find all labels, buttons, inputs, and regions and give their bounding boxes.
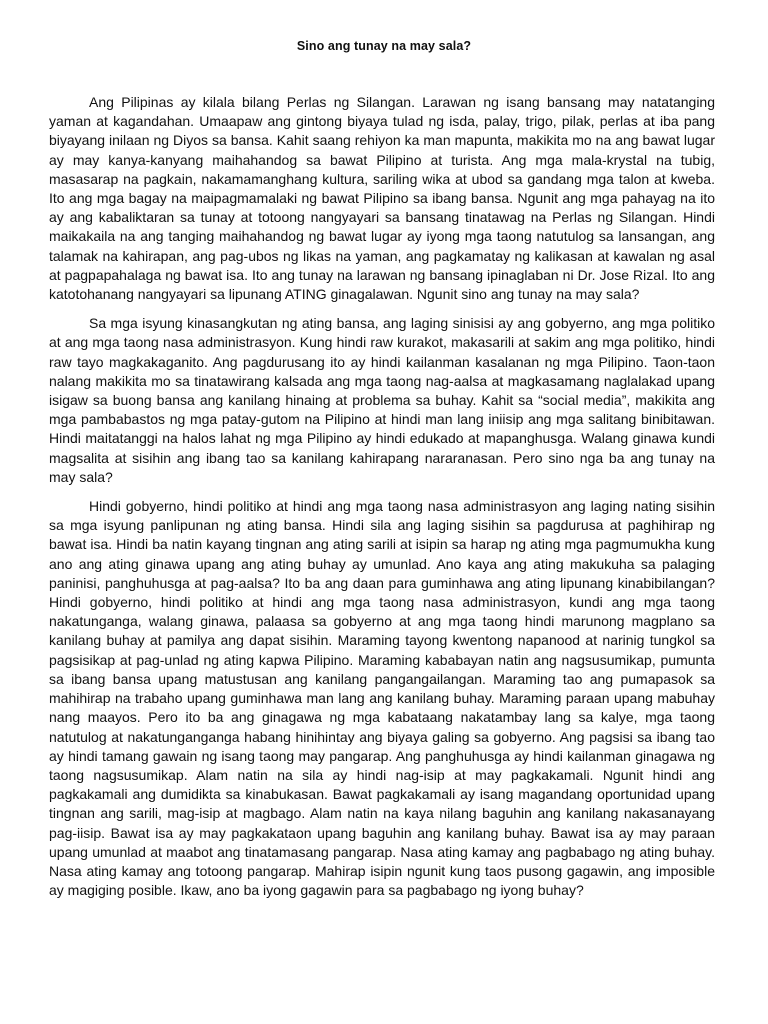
paragraph-1: Ang Pilipinas ay kilala bilang Perlas ng Silangan. Larawan ng isang bansang may natatanging yaman at kagandahan. Umaapaw ang gintong biyaya tulad ng isda, palay, trigo, pilak, perlas at iba pang biyayang inilaan ng Diyos sa bansa. Kahit saang rehiyon ka man mapunta, makikita mo na ang bawat lugar ay may kanya-kanyang maihahandog sa bawat Pilipino at turista. Ang mga mala-krystal na tubig, masasarap na pagkain, nakamamanghang kultura, sariling wika at ubod sa gandang mga talon at kweba. Ito ang mga bagay na maipagmamalaki ng bawat Pilipino sa ibang bansa. Ngunit ang mga pahayag na ito ay ang kabaliktaran sa tunay at totoong nangyayari sa bansang tinatawag na Perlas ng Silangan. Hindi maikakaila na ang tanging maihahandog ng bawat lugar ay iyong mga taong natutulog sa lansangan, ang talamak na kahirapan, ang pag-ubos ng likas na yaman, ang pagkamatay ng kalikasan at kawalan ng asal at pagpapahalaga ng bawat isa. Ito ang tunay na larawan ng bansang ipinaglaban ni Dr. Jose Rizal. Ito ang katotohanang nangyayari sa lipunang ATING ginagalawan. Ngunit sino ang tunay na may sala? [49,94,715,303]
document-title: Sino ang tunay na may sala? [296,39,472,53]
paragraph-2: Sa mga isyung kinasangkutan ng ating bansa, ang laging sinisisi ay ang gobyerno, ang mga politiko at ang mga taong nasa administrasyon. Kung hindi raw kurakot, makasarili at sakim ang mga politiko, hindi raw tayo magkakaganito. Ang pagdurusang ito ay hindi kailanman kasalanan ng mga Pilipino. Taon-taon nalang makikita mo sa tinatawirang kalsada ang mga taong nag-aalsa at magkasamang naglalakad upang isigaw sa buong bansa ang kanilang hinaing at problema sa buhay. Kahit sa “social media”, makikita ang mga pambabastos ng mga patay-gutom na Pilipino at hindi man lang iniisip ang mga salitang binibitawan. Hindi maitatanggi na halos lahat ng mga Pilipino ay hindi edukado at mapanghusga. Walang ginawa kundi magsalita at sisihin ang ibang tao sa kanilang kahirapang nararanasan. Pero sino nga ba ang tunay na may sala? [49,315,715,485]
paragraph-3: Hindi gobyerno, hindi politiko at hindi ang mga taong nasa administrasyon ang laging nating sisihin sa mga isyung panlipunan ng ating bansa. Hindi sila ang laging sisihin sa pagdurusa at paghihirap ng bawat isa. Hindi ba natin kayang tingnan ang ating sarili at isipin sa harap ng ating mga pagmumukha kung ano ang ating ginawa upang ang ating buhay ay umunlad. Ano kaya ang ating makukuha sa palaging paninisi, panghuhusga at pag-aalsa? Ito ba ang daan para guminhawa ang ating lipunang kinabibilangan? Hindi gobyerno, hindi politiko at hindi ang mga taong nasa administrasyon, kundi ang mga taong nakatunganga, walang ginawa, palaasa sa gobyerno at ang mga taong hindi marunong magplano sa kanilang buhay at pamilya ang dapat sisihin. Maraming tayong kwentong napanood at narinig tungkol sa pagsisikap at pag-unlad ng ating kapwa Pilipino. Maraming kababayan natin ang nagsusumikap, pumunta sa ibang bansa upang matustusan ang kanilang pangangailangan. Maraming tao ang pumapasok sa mahihirap na trabaho upang guminhawa man lang ang kanilang buhay. Maraming paraan upang mabuhay nang maayos. Pero ito ba ang ginagawa ng mga kabataang nakatambay lang sa kalye, mga taong natutulog at nakatunganganga habang hinihintay ang biyaya galing sa gobyerno. Ang pagsisi sa ibang tao ay hindi tamang gawain ng isang taong may pangarap. Ang panghuhusga ay hindi kailanman ginagawa ng taong nagsusumikap. Alam natin na sila ay hindi nag-isip at may pagkakamali. Ngunit hindi ang pagkakamali ang dumidikta sa kinabukasan. Bawat pagkakamali ay isang magandang oportunidad upang tingnan ang sarili, mag-isip at magbago. Alam natin na kaya nilang baguhin ang kanilang nakasanayang pag-iisip. Bawat isa ay may pagkakataon upang baguhin ang kanilang buhay. Bawat isa ay may paraan upang umunlad at maabot ang tinatamasang pangarap. Nasa ating kamay ang pagbabago ng ating buhay. Nasa ating kamay ang totoong pangarap. Mahirap isipin ngunit kung taos pusong gagawin, ang imposible ay magiging posible. Ikaw, ano ba iyong gagawin para sa pagbabago ng iyong buhay? [49,498,715,899]
document-body [49,93,715,910]
